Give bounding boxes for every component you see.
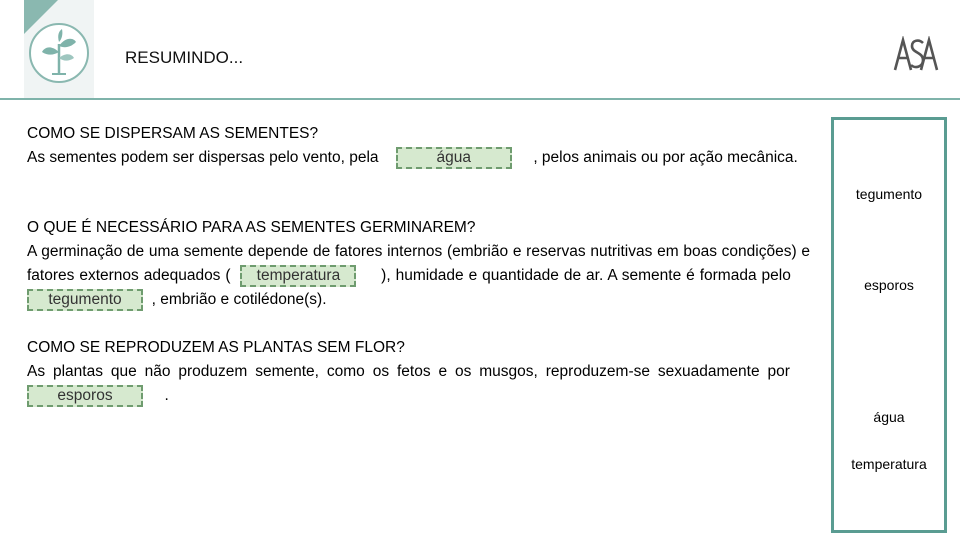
header-divider [0,98,960,100]
text-segment: , pelos animais ou por ação mecânica. [533,149,798,166]
text-segment: ), humidade e quantidade de ar. A semente é formada pelo [381,267,791,284]
word-bank [831,117,947,533]
text-segment: As sementes podem ser dispersas pelo vento, pela [27,149,379,166]
text-segment: , embrião e cotilédone(s). [151,291,327,308]
word-bank-item[interactable]: temperatura [851,456,927,472]
text-segment: . [164,387,169,404]
word-bank-item[interactable]: água [873,409,905,425]
word-bank-item[interactable]: tegumento [855,186,923,202]
answer-blank[interactable]: tegumento [27,289,143,311]
asa-brand-logo [893,36,939,72]
text-segment: A germinação de uma semente depende de fatores internos (embrião e reservas nutritivas em boas condições) e fatores externos adequados ( [27,243,810,284]
question-text [27,240,810,312]
text-segment: As plantas que não produzem semente, como os fetos e os musgos, reproduzem-se sexuadamente por [27,363,790,380]
page-title: RESUMINDO... [125,48,244,67]
answer-blank[interactable]: esporos [27,385,143,407]
answer-blank[interactable]: água [396,147,512,169]
question-heading: O QUE É NECESSÁRIO PARA AS SEMENTES GERMINAREM? [27,219,476,236]
section-reproduction [27,336,810,408]
answer-blank[interactable]: temperatura [240,265,356,287]
section-germination [27,216,810,312]
plant-logo-icon [28,22,90,84]
word-bank-item[interactable]: esporos [864,277,914,293]
question-heading: COMO SE REPRODUZEM AS PLANTAS SEM FLOR? [27,339,405,356]
question-text [27,360,810,408]
question-text [27,146,810,170]
question-heading: COMO SE DISPERSAM AS SEMENTES? [27,125,319,142]
section-dispersal [27,122,810,170]
